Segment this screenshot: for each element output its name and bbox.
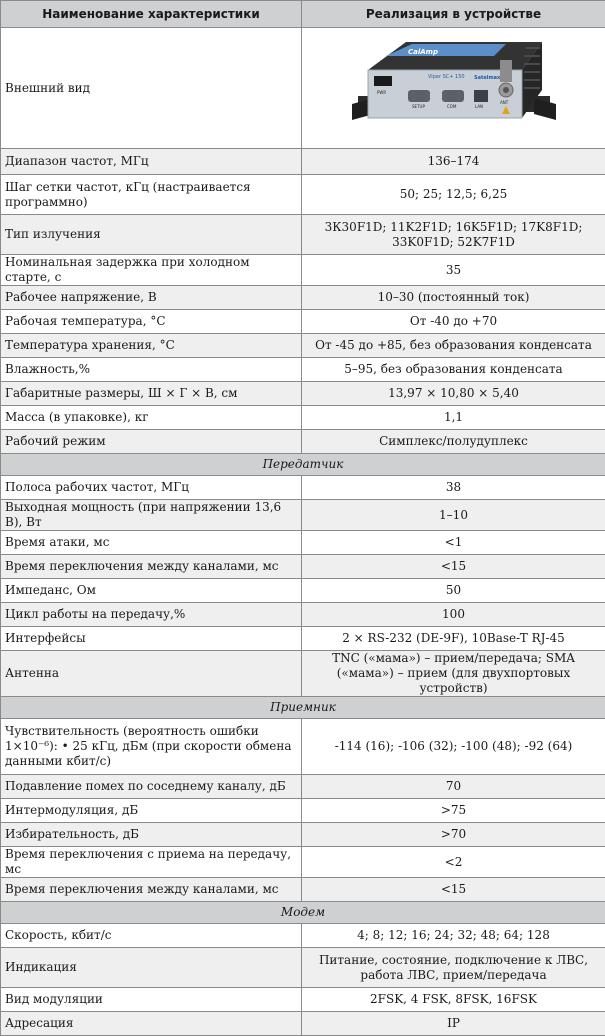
- row-name: Влажность,%: [1, 358, 302, 382]
- column-header-name: Наименование характеристики: [1, 1, 302, 28]
- section-title: Приемник: [1, 697, 605, 719]
- row-name: Полоса рабочих частот, МГц: [1, 476, 302, 500]
- table-row: [1, 215, 605, 255]
- row-value: 4; 8; 12; 16; 24; 32; 48; 64; 128: [302, 924, 605, 948]
- row-name: Шаг сетки частот, кГц (настраивается программно): [1, 175, 302, 215]
- row-value: TNC («мама») – прием/передача; SMA («мама») – прием (для двухпортовых устройств): [302, 651, 605, 697]
- table-row: [1, 924, 605, 948]
- device-photo-cell: [302, 28, 605, 149]
- table-row: [1, 603, 605, 627]
- row-value: Питание, состояние, подключение к ЛВС, работа ЛВС, прием/передача: [302, 948, 605, 988]
- table-row: [1, 149, 605, 175]
- row-value: 2FSK, 4 FSK, 8FSK, 16FSK: [302, 988, 605, 1012]
- logo-text: Satelmax: [474, 75, 501, 81]
- table-row: [1, 28, 605, 149]
- table-row: [1, 719, 605, 775]
- row-value: 5–95, без образования конденсата: [302, 358, 605, 382]
- row-name: Интермодуляция, дБ: [1, 799, 302, 823]
- row-value: <15: [302, 555, 605, 579]
- table-row: [1, 406, 605, 430]
- row-name: Подавление помех по соседнему каналу, дБ: [1, 775, 302, 799]
- row-value: 38: [302, 476, 605, 500]
- brand-text: CalAmp: [408, 48, 438, 56]
- row-name: Чувствительность (вероятность ошибки 1×10⁻⁶): • 25 кГц, дБм (при скорости обмена данными кбит/с): [1, 719, 302, 775]
- row-name: Внешний вид: [1, 28, 302, 149]
- table-row: [1, 358, 605, 382]
- row-value: 35: [302, 255, 605, 286]
- row-value: IP: [302, 1012, 605, 1036]
- section-header-transmitter: [1, 454, 605, 476]
- row-value: 100: [302, 603, 605, 627]
- row-value: 1–10: [302, 500, 605, 531]
- row-name: Время переключения с приема на передачу, мс: [1, 847, 302, 878]
- row-name: Рабочая температура, °С: [1, 310, 302, 334]
- row-name: Импеданс, Ом: [1, 579, 302, 603]
- row-name: Время переключения между каналами, мс: [1, 878, 302, 902]
- row-name: Интерфейсы: [1, 627, 302, 651]
- table-row: [1, 255, 605, 286]
- model-text: Viper SC+ 150: [428, 74, 465, 80]
- row-name: Рабочий режим: [1, 430, 302, 454]
- antenna-connector-icon: [500, 60, 512, 82]
- row-value: 3К30F1D; 11K2F1D; 16K5F1D; 17K8F1D; 33K0F1D; 52K7F1D: [302, 215, 605, 255]
- port-label: SETUP: [412, 104, 425, 109]
- table-row: [1, 988, 605, 1012]
- port-label: COM: [447, 104, 457, 109]
- device-photo: [346, 34, 562, 142]
- row-value: От -40 до +70: [302, 310, 605, 334]
- row-name: Диапазон частот, МГц: [1, 149, 302, 175]
- table-row: [1, 430, 605, 454]
- section-header-modem: [1, 902, 605, 924]
- table-row: [1, 823, 605, 847]
- row-name: Вид модуляции: [1, 988, 302, 1012]
- table-row: [1, 286, 605, 310]
- row-name: Рабочее напряжение, В: [1, 286, 302, 310]
- table-row: [1, 579, 605, 603]
- row-value: >70: [302, 823, 605, 847]
- row-value: 50: [302, 579, 605, 603]
- table-row: [1, 627, 605, 651]
- lan-port-icon: [474, 90, 488, 102]
- table-row: [1, 555, 605, 579]
- row-value: 1,1: [302, 406, 605, 430]
- row-name: Скорость, кбит/с: [1, 924, 302, 948]
- port-label: PWR: [377, 90, 386, 95]
- row-name: Температура хранения, °С: [1, 334, 302, 358]
- com-port-icon: [442, 90, 464, 102]
- row-name: Масса (в упаковке), кг: [1, 406, 302, 430]
- table-row: [1, 948, 605, 988]
- row-name: Время атаки, мс: [1, 531, 302, 555]
- row-name: Габаритные размеры, Ш × Г × В, см: [1, 382, 302, 406]
- row-value: -114 (16); -106 (32); -100 (48); -92 (64): [302, 719, 605, 775]
- table-row: [1, 651, 605, 697]
- table-row: [1, 476, 605, 500]
- table-row: [1, 500, 605, 531]
- table-row: [1, 847, 605, 878]
- row-value: От -45 до +85, без образования конденсата: [302, 334, 605, 358]
- row-value: 10–30 (постоянный ток): [302, 286, 605, 310]
- row-name: Тип излучения: [1, 215, 302, 255]
- setup-port-icon: [408, 90, 430, 102]
- row-name: Номинальная задержка при холодном старте, с: [1, 255, 302, 286]
- row-name: Избирательность, дБ: [1, 823, 302, 847]
- row-value: <15: [302, 878, 605, 902]
- row-value: Симплекс/полудуплекс: [302, 430, 605, 454]
- table-row: [1, 382, 605, 406]
- table-row: [1, 310, 605, 334]
- table-row: [1, 775, 605, 799]
- row-value: <1: [302, 531, 605, 555]
- section-title: Передатчик: [1, 454, 605, 476]
- table-row: [1, 878, 605, 902]
- row-value: 2 × RS-232 (DE-9F), 10Base-T RJ-45: [302, 627, 605, 651]
- row-name: Выходная мощность (при напряжении 13,6 В), Вт: [1, 500, 302, 531]
- section-title: Модем: [1, 902, 605, 924]
- table-header-row: [1, 1, 605, 28]
- port-label: LAN: [475, 104, 483, 109]
- row-name: Время переключения между каналами, мс: [1, 555, 302, 579]
- row-name: Индикация: [1, 948, 302, 988]
- section-header-receiver: [1, 697, 605, 719]
- row-name: Антенна: [1, 651, 302, 697]
- table-row: [1, 531, 605, 555]
- row-name: Цикл работы на передачу,%: [1, 603, 302, 627]
- table-row: [1, 799, 605, 823]
- table-row: [1, 334, 605, 358]
- pwr-connector-icon: [374, 76, 392, 86]
- row-value: 136–174: [302, 149, 605, 175]
- column-header-value: Реализация в устройстве: [302, 1, 605, 28]
- row-value: <2: [302, 847, 605, 878]
- row-value: 50; 25; 12,5; 6,25: [302, 175, 605, 215]
- row-value: 13,97 × 10,80 × 5,40: [302, 382, 605, 406]
- row-name: Адресация: [1, 1012, 302, 1036]
- table-row: [1, 175, 605, 215]
- row-value: >75: [302, 799, 605, 823]
- row-value: 70: [302, 775, 605, 799]
- port-label: ANT: [500, 100, 509, 105]
